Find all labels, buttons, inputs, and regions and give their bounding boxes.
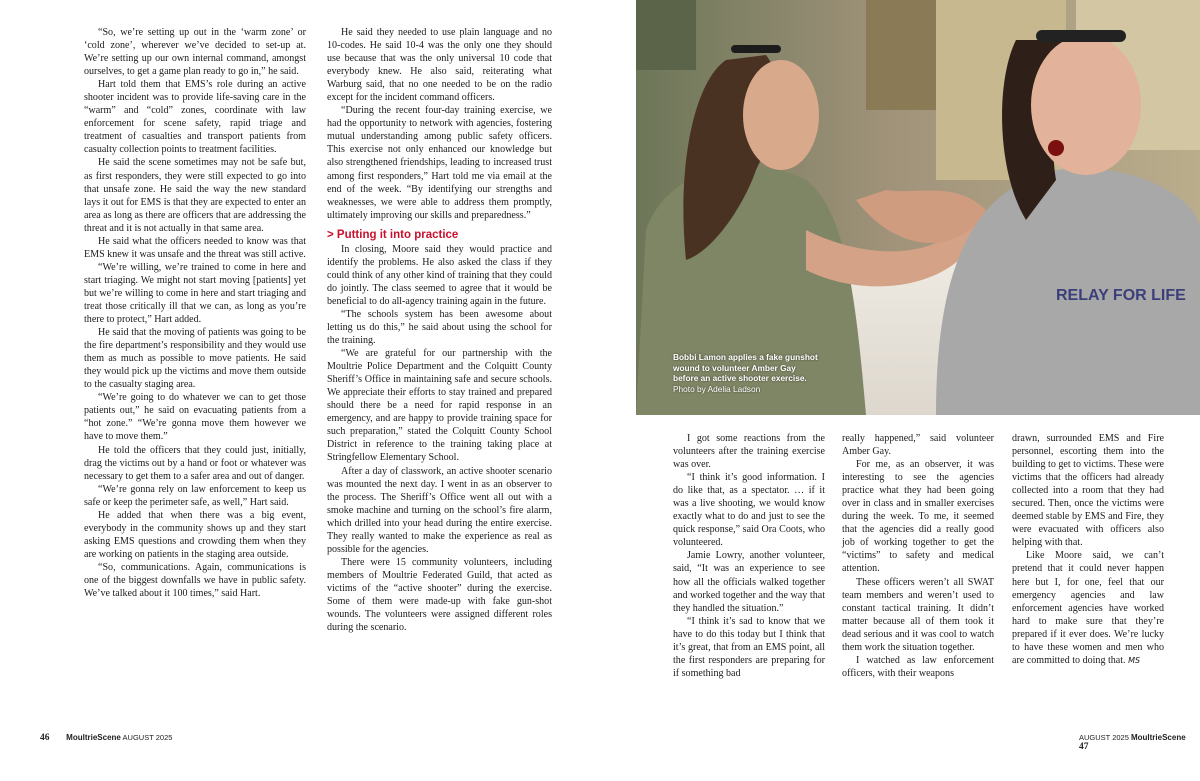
paragraph: “I think it’s good information. I do like that, as a spectator. … if it was a live shooting, we would know exactly what to do and just to see the quick response,” said Ora Coots, who volunteered. <box>673 472 825 549</box>
paragraph: drawn, surrounded EMS and Fire personnel, escorting them into the building to get to victims. These were victims that the officers had already collected into a room that they had secured. Then, once the victims were deemed stable by EMS and Fire, they were evacuated with officers also helping with that. <box>1012 433 1164 549</box>
signoff-mark: MS <box>1125 655 1141 665</box>
magazine-name-right: MoultrieScene <box>1130 733 1186 742</box>
issue-date-left: AUGUST 2025 <box>122 733 173 742</box>
footer-right <box>1079 733 1200 752</box>
page-number-left: 46 <box>40 733 50 743</box>
paragraph: He said they needed to use plain language and no 10-codes. He said 10-4 was the only one they should use because that was the only universal 10 code that everybody knew. He also said, reiterating what Warburg said, that no one needed to be on the radio except for the incident command officers. <box>327 27 552 104</box>
paragraph: In closing, Moore said they would practice and identify the problems. He also asked the class if they could think of any other kind of training that they could do jointly. The class seemed to agree that it would be beneficial to do all-agency training again in the future. <box>327 243 552 307</box>
paragraph: “So, we’re setting up out in the ‘warm zone’ or ‘cold zone’, wherever we’ve decided to set-up at. We’re setting up our own internal command, amongst ourselves, to get a game plan ready to go in,” he said. <box>84 27 306 78</box>
paragraph: “So, communications. Again, communications is one of the biggest downfalls we have in public safety. We’ve talked about it 100 times,” said Hart. <box>84 561 306 600</box>
article-column-3 <box>673 432 825 680</box>
paragraph: These officers weren’t all SWAT team members and weren’t used to constant tactical training. It didn’t matter because all of them took it dead serious and it was cool to watch them work the situation together. <box>842 576 994 653</box>
paragraph: Like Moore said, we can’t pretend that it could never happen here but I, for one, feel that our emergency agencies and law enforcement agencies have worked hard to make sure that they’re prepared if it ever does. We’re lucky to have these women and men who are committed to doing that. MS <box>1012 550 1164 666</box>
section-heading: > Putting it into practice <box>327 228 459 241</box>
article-column-2 <box>327 26 552 634</box>
issue-date-right: AUGUST 2025 <box>1079 733 1129 742</box>
page-number-right: 47 <box>1079 742 1089 752</box>
article-column-5 <box>1012 432 1164 667</box>
article-column-4 <box>842 432 994 680</box>
paragraph: He said the scene sometimes may not be safe but, as first responders, they were still expected to go into that unsafe zone. He said the way the new standard lays it out for EMS is that they are expected to enter an area as long as there are officers that are addressing the threat and it is not actually in that same area. <box>84 157 306 234</box>
paragraph: “We are grateful for our partnership with the Moultrie Police Department and the Colquitt County Sheriff’s Office in maintaining safe and secure schools. We appreciate their efforts to stay trained and prepared should there be a need for rapid response in an emergency, and are happy to provide training space for such preparation,” stated the Colquitt County School District in reference to the training taking place at Stringfellow Elementary School. <box>327 348 552 464</box>
paragraph: “We’re going to do whatever we can to get those patients out,” he said on evacuating patients from a “hot zone.” “We’re gonna move them however we have to move them.” <box>84 392 306 443</box>
article-column-1 <box>84 26 306 600</box>
paragraph: “I think it’s sad to know that we have to do this today but I think that it’s great, that from an EMS point, all the first responders are preparing for if something bad <box>673 615 825 679</box>
photo-caption <box>673 352 823 394</box>
paragraph: “We’re gonna rely on law enforcement to keep us safe or keep the perimeter safe, as well,” Hart said. <box>84 483 306 508</box>
paragraph: He added that when there was a big event, everybody in the community shows up and they start asking EMS questions and crowding them when they are working on patients in the staging area outside. <box>84 509 306 560</box>
magazine-name-left: MoultrieScene <box>66 733 121 742</box>
shirt-print: RELAY FOR LIFE <box>1056 287 1186 304</box>
paragraph: Jamie Lowry, another volunteer, said, “It was an experience to see how all the officials walked together and worked together and the way that they handled the situation.” <box>673 550 825 614</box>
paragraph: He said that the moving of patients was going to be the fire department’s responsibility and they would use them as much as possible to move patients. He said they would pick up the victims and move them outside to the casualty staging area. <box>84 327 306 391</box>
paragraph: He told the officers that they could just, initially, drag the victims out by a hand or foot or whatever was necessary to get them to a safer area and out of danger. <box>84 444 306 482</box>
paragraph: For me, as an observer, it was interesting to see the agencies practice what they had been going over in class and in smaller exercises during the week. To me, it seemed that the agencies did a really good job of working together to get the “victims” to safety and medical attention. <box>842 459 994 575</box>
caption-text: Bobbi Lamon applies a fake gunshot wound to volunteer Amber Gay before an active shooter exercise. <box>673 352 818 384</box>
paragraph: He said what the officers needed to know was that EMS knew it was unsafe and the threat was still active. <box>84 235 306 260</box>
paragraph: really happened,” said volunteer Amber Gay. <box>842 433 994 458</box>
paragraph: “The schools system has been awesome about letting us do this,” he said about using the school for the training. <box>327 308 552 347</box>
paragraph: I watched as law enforcement officers, with their weapons <box>842 654 994 679</box>
paragraph: I got some reactions from the volunteers after the training exercise was over. <box>673 433 825 471</box>
paragraph: “We’re willing, we’re trained to come in here and start triaging. We might not start moving [patients] yet but we’re willing to come in here and start triaging and treat those critically ill that we can, as long as you’re there to protect,” Hart added. <box>84 261 306 326</box>
photo-credit: Photo by Adelia Ladson <box>673 383 761 394</box>
paragraph: There were 15 community volunteers, including members of Moultrie Federated Guild, that acted as victims of the “active shooter” during the exercise. Some of them were made-up with fake gun-shot wounds. The volunteers were assigned different roles during the scenario. <box>327 556 552 634</box>
paragraph: “During the recent four-day training exercise, we had the opportunity to network with agencies, fostering mutual understanding among public safety officers. This exercise not only enhanced our knowledge but also strengthened friendships, leading to increased trust among first responders,” Hart told me via email at the end of the week. “By identifying our strengths and weaknesses, we were able to address them promptly, ultimately improving our skills and preparedness.” <box>327 105 552 221</box>
paragraph: After a day of classwork, an active shooter scenario was mounted the next day. I went in as an observer to the process. The Sheriff’s Office went all out with a smoke machine and turning on the school’s fire alarm, which drilled into your head during the entire exercise. They really wanted to make the experience as real as possible for the agencies. <box>327 465 552 555</box>
footer-left <box>40 733 172 743</box>
paragraph: Hart told them that EMS’s role during an active shooter incident was to provide life-saving care in the “warm” and “cold” zones, coordinate with law enforcement for scene safety, rapid triage and treatment of casualties and transport patients from casualty collection points to treatment facilities. <box>84 79 306 156</box>
